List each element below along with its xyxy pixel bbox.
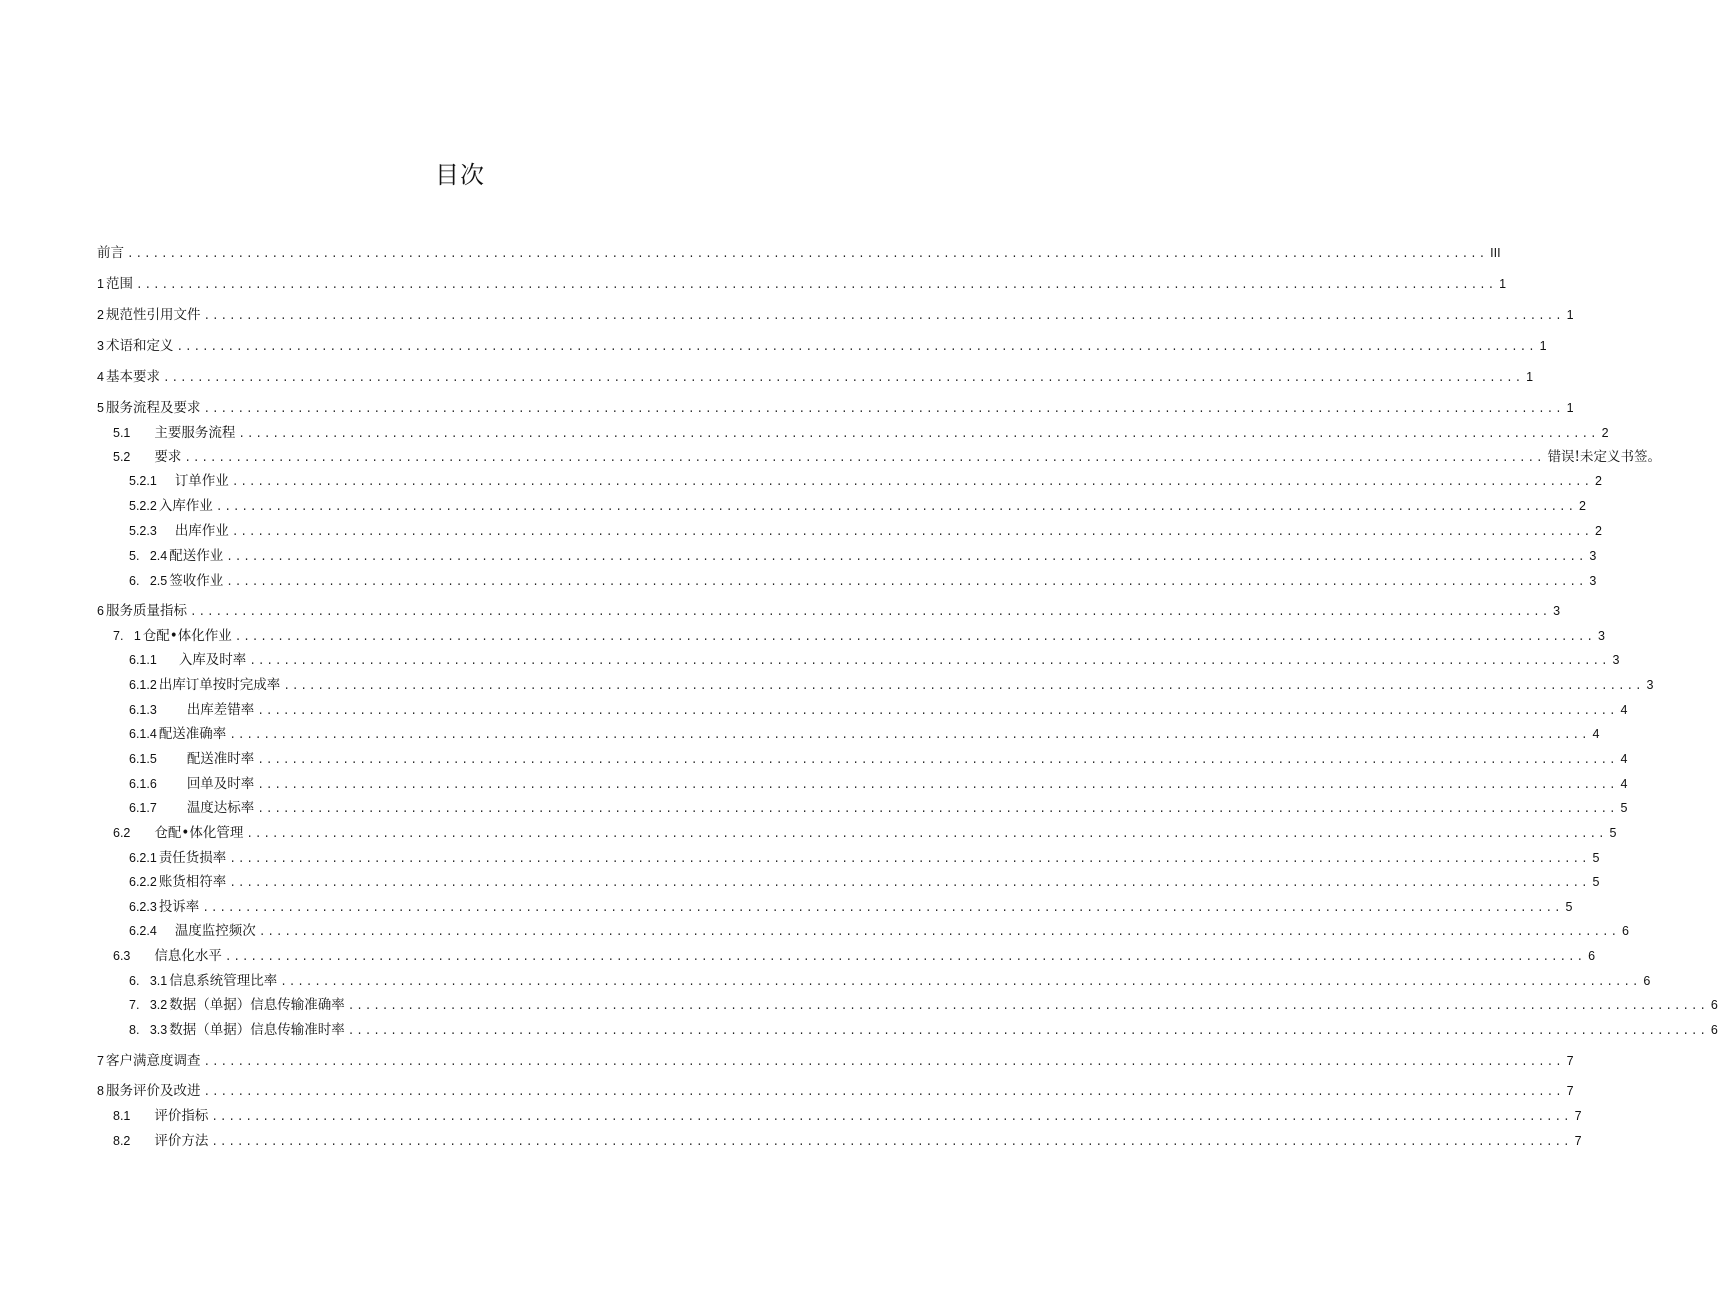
toc-page-number: 5 bbox=[1592, 851, 1600, 865]
toc-entry[interactable] bbox=[0, 471, 1602, 491]
toc-entry-number: 6. 2.5 bbox=[129, 574, 168, 588]
toc-entry[interactable] bbox=[0, 521, 1602, 541]
toc-entry-label: 入库及时率 bbox=[178, 652, 247, 668]
toc-entry[interactable] bbox=[0, 971, 1651, 991]
toc-entry[interactable] bbox=[0, 995, 1718, 1015]
toc-entry[interactable] bbox=[0, 336, 1547, 356]
toc-leader-dots: ................................................................................................................................................................ bbox=[231, 527, 1592, 539]
toc-page-number: 2 bbox=[1594, 524, 1602, 538]
toc-entry-label: 回单及时率 bbox=[186, 776, 255, 792]
toc-entry[interactable] bbox=[0, 872, 1600, 892]
toc-leader-dots: ................................................................................................................................................................ bbox=[229, 878, 1590, 890]
toc-leader-dots: ................................................................................................................................................................ bbox=[211, 1137, 1572, 1149]
toc-entry[interactable] bbox=[0, 447, 1661, 467]
toc-entry-number: 6.1.3 bbox=[129, 703, 157, 717]
toc-entry[interactable] bbox=[0, 921, 1629, 941]
toc-entry[interactable] bbox=[0, 243, 1501, 263]
toc-entry[interactable] bbox=[0, 398, 1574, 418]
toc-leader-dots: ................................................................................................................................................................ bbox=[189, 607, 1551, 619]
toc-entry-number: 5.2.3 bbox=[129, 524, 157, 538]
toc-page-number: 6 bbox=[1643, 974, 1651, 988]
toc-page-number: 1 bbox=[1539, 339, 1547, 353]
toc-entry[interactable] bbox=[0, 305, 1574, 325]
toc-entry-label: 配送作业 bbox=[169, 548, 224, 564]
toc-entry[interactable] bbox=[0, 848, 1600, 868]
toc-page-number: 4 bbox=[1620, 703, 1628, 717]
toc-entry-number: 5.2 bbox=[113, 450, 131, 464]
toc-leader-dots: ................................................................................................................................................................ bbox=[283, 681, 1644, 693]
toc-page-number: 4 bbox=[1592, 727, 1600, 741]
toc-entry-label: 责任货损率 bbox=[158, 850, 227, 866]
toc-page-number: 7 bbox=[1566, 1054, 1574, 1068]
toc-entry-number: 2 bbox=[97, 308, 104, 322]
toc-entry-label: 服务流程及要求 bbox=[105, 400, 201, 416]
toc-leader-dots: ................................................................................................................................................................ bbox=[203, 1087, 1564, 1099]
toc-entry-label: 前言 bbox=[97, 245, 124, 261]
toc-entry-number: 6.1.1 bbox=[129, 653, 157, 667]
toc-page-number: 6 bbox=[1710, 1023, 1718, 1037]
toc-page-number: 6 bbox=[1588, 949, 1596, 963]
toc-leader-dots: ................................................................................................................................................................ bbox=[202, 903, 1563, 915]
toc-page-number: 7 bbox=[1574, 1109, 1582, 1123]
toc-page-number: 1 bbox=[1566, 308, 1574, 322]
toc-page-number: 5 bbox=[1592, 875, 1600, 889]
toc-page-number: 1 bbox=[1499, 277, 1507, 291]
toc-entry-number: 8.2 bbox=[113, 1134, 131, 1148]
toc-entry-label: 仓配•体化作业 bbox=[142, 628, 232, 644]
toc-leader-dots: ................................................................................................................................................................ bbox=[258, 927, 1619, 939]
toc-page-number: 7 bbox=[1574, 1134, 1582, 1148]
toc-entry-number: 5. 2.4 bbox=[129, 549, 168, 563]
toc-entry-label: 订单作业 bbox=[174, 473, 229, 489]
toc-page-number: 1 bbox=[1526, 370, 1534, 384]
toc-entry-label: 信息化水平 bbox=[154, 948, 222, 964]
toc-entry-number: 6.2.4 bbox=[129, 924, 157, 938]
toc-entry-number: 6. 3.1 bbox=[129, 974, 168, 988]
toc-leader-dots: ................................................................................................................................................................ bbox=[229, 730, 1590, 742]
toc-page-number: 2 bbox=[1594, 474, 1602, 488]
toc-entry[interactable] bbox=[0, 675, 1654, 695]
toc-entry-number: 6.2.3 bbox=[129, 900, 157, 914]
toc-entry[interactable] bbox=[0, 423, 1609, 443]
toc-entry-number: 4 bbox=[97, 370, 104, 384]
toc-leader-dots: ................................................................................................................................................................ bbox=[246, 829, 1607, 841]
toc-entry[interactable] bbox=[0, 1106, 1582, 1126]
toc-entry-number: 5.2.1 bbox=[129, 474, 157, 488]
toc-entry[interactable] bbox=[0, 496, 1586, 516]
toc-entry-number: 6.2 bbox=[113, 826, 131, 840]
toc-page-number: 6 bbox=[1621, 924, 1629, 938]
toc-entry-label: 信息系统管理比率 bbox=[169, 973, 278, 989]
toc-leader-dots: ................................................................................................................................................................ bbox=[226, 577, 1587, 589]
toc-entry-label: 服务质量指标 bbox=[105, 603, 187, 619]
toc-entry-number: 6.3 bbox=[113, 949, 131, 963]
toc-entry[interactable] bbox=[0, 897, 1573, 917]
toc-entry[interactable] bbox=[0, 571, 1597, 591]
toc-entry-number: 6.2.2 bbox=[129, 875, 157, 889]
toc-page-number: 7 bbox=[1566, 1084, 1574, 1098]
toc-entry-number: 8.1 bbox=[113, 1109, 131, 1123]
toc-leader-dots: ................................................................................................................................................................ bbox=[203, 404, 1564, 416]
toc-leader-dots: ................................................................................................................................................................ bbox=[224, 952, 1586, 964]
toc-leader-dots: ................................................................................................................................................................ bbox=[135, 280, 1497, 292]
toc-entry-number: 8. 3.3 bbox=[129, 1023, 168, 1037]
toc-entry-number: 5.1 bbox=[113, 426, 131, 440]
toc-entry-label: 出库差错率 bbox=[186, 702, 255, 718]
toc-page-number: 5 bbox=[1620, 801, 1628, 815]
toc-entry-number: 6.1.7 bbox=[129, 801, 157, 815]
toc-entry-label: 主要服务流程 bbox=[154, 425, 236, 441]
toc-entry[interactable] bbox=[0, 1020, 1718, 1040]
toc-entry-label: 数据（单据）信息传输准时率 bbox=[169, 1022, 345, 1038]
toc-entry-label: 评价指标 bbox=[154, 1108, 209, 1124]
toc-entry[interactable] bbox=[0, 650, 1620, 670]
toc-entry-number: 8 bbox=[97, 1084, 104, 1098]
toc-entry[interactable] bbox=[0, 274, 1507, 294]
toc-leader-dots: ................................................................................................................................................................ bbox=[280, 977, 1641, 989]
toc-entry-number: 6.1.2 bbox=[129, 678, 157, 692]
toc-entry-number: 7. 3.2 bbox=[129, 998, 168, 1012]
toc-page-number: 2 bbox=[1601, 426, 1609, 440]
toc-entry[interactable] bbox=[0, 700, 1628, 720]
toc-leader-dots: ................................................................................................................................................................ bbox=[226, 552, 1587, 564]
toc-page-number: 3 bbox=[1597, 629, 1605, 643]
toc-page-number: 6 bbox=[1710, 998, 1718, 1012]
toc-page-number: 5 bbox=[1565, 900, 1573, 914]
toc-page-number: 4 bbox=[1620, 752, 1628, 766]
toc-leader-dots: ................................................................................................................................................................ bbox=[176, 342, 1537, 354]
toc-entry-label: 投诉率 bbox=[158, 899, 200, 915]
toc-leader-dots: ................................................................................................................................................................ bbox=[162, 373, 1524, 385]
toc-entry[interactable] bbox=[0, 626, 1605, 646]
toc-page-number: 错误!未定义书签。 bbox=[1547, 449, 1661, 465]
toc-page-number: 2 bbox=[1578, 499, 1586, 513]
toc-entry-number: 5.2.2 bbox=[129, 499, 157, 513]
toc-entry-number: 5 bbox=[97, 401, 104, 415]
toc-page-number: 3 bbox=[1589, 574, 1597, 588]
toc-leader-dots: ................................................................................................................................................................ bbox=[203, 1057, 1564, 1069]
toc-entry-label: 客户满意度调查 bbox=[105, 1053, 201, 1069]
toc-leader-dots: ................................................................................................................................................................ bbox=[347, 1001, 1708, 1013]
toc-entry-label: 要求 bbox=[154, 449, 182, 465]
toc-entry-number: 7. 1 bbox=[113, 629, 141, 643]
toc-entry-label: 评价方法 bbox=[154, 1133, 209, 1149]
toc-leader-dots: ................................................................................................................................................................ bbox=[231, 477, 1592, 489]
toc-leader-dots: ................................................................................................................................................................ bbox=[229, 854, 1590, 866]
toc-leader-dots: ................................................................................................................................................................ bbox=[234, 632, 1595, 644]
toc-entry[interactable] bbox=[0, 798, 1628, 818]
toc-entry[interactable] bbox=[0, 774, 1628, 794]
toc-entry[interactable] bbox=[0, 601, 1561, 621]
toc-entry-number: 6 bbox=[97, 604, 104, 618]
toc-page-number: 1 bbox=[1566, 401, 1574, 415]
toc-leader-dots: ................................................................................................................................................................ bbox=[238, 429, 1599, 441]
toc-entry-label: 术语和定义 bbox=[105, 338, 174, 354]
toc-entry-label: 签收作业 bbox=[169, 573, 224, 589]
toc-entry-label: 配送准确率 bbox=[158, 726, 227, 742]
toc-entry[interactable] bbox=[0, 1081, 1574, 1101]
toc-page-number: 5 bbox=[1609, 826, 1617, 840]
toc-leader-dots: ................................................................................................................................................................ bbox=[257, 706, 1618, 718]
toc-leader-dots: ................................................................................................................................................................ bbox=[211, 1112, 1572, 1124]
toc-entry[interactable] bbox=[0, 946, 1596, 966]
toc-entry-label: 温度达标率 bbox=[186, 800, 255, 816]
toc-entry[interactable] bbox=[0, 1051, 1574, 1071]
toc-page-number: III bbox=[1490, 246, 1501, 260]
toc-entry-label: 账货相符率 bbox=[158, 874, 227, 890]
toc-entry[interactable] bbox=[0, 546, 1597, 566]
toc-entry-number: 3 bbox=[97, 339, 104, 353]
toc-entry-label: 温度监控频次 bbox=[174, 923, 256, 939]
toc-leader-dots: ................................................................................................................................................................ bbox=[257, 755, 1618, 767]
toc-entry[interactable] bbox=[0, 749, 1628, 769]
toc-entry-number: 6.1.4 bbox=[129, 727, 157, 741]
toc-entry-label: 范围 bbox=[105, 276, 133, 292]
toc-entry-label: 出库作业 bbox=[174, 523, 229, 539]
toc-entry-number: 6.1.6 bbox=[129, 777, 157, 791]
toc-entry[interactable] bbox=[0, 823, 1617, 843]
toc-entry-label: 基本要求 bbox=[105, 369, 160, 385]
toc-entry[interactable] bbox=[0, 367, 1534, 387]
toc-leader-dots: ................................................................................................................................................................ bbox=[257, 780, 1618, 792]
toc-leader-dots: ................................................................................................................................................................ bbox=[203, 311, 1564, 323]
toc-page-number: 3 bbox=[1553, 604, 1561, 618]
toc-page-number: 4 bbox=[1620, 777, 1628, 791]
toc-leader-dots: ................................................................................................................................................................ bbox=[257, 804, 1618, 816]
toc-leader-dots: ................................................................................................................................................................ bbox=[215, 502, 1576, 514]
toc-entry-label: 配送准时率 bbox=[186, 751, 255, 767]
toc-entry-label: 仓配•体化管理 bbox=[154, 825, 244, 841]
toc-entry-label: 数据（单据）信息传输准确率 bbox=[169, 997, 345, 1013]
toc-entry-label: 入库作业 bbox=[158, 498, 213, 514]
toc-leader-dots: ................................................................................................................................................................ bbox=[249, 656, 1610, 668]
toc-entry[interactable] bbox=[0, 1131, 1582, 1151]
toc-leader-dots: ................................................................................................................................................................ bbox=[184, 453, 1545, 465]
toc-entry-label: 出库订单按时完成率 bbox=[158, 677, 281, 693]
toc-entry-number: 7 bbox=[97, 1054, 104, 1068]
toc-page-number: 3 bbox=[1612, 653, 1620, 667]
toc-entry[interactable] bbox=[0, 724, 1600, 744]
toc-leader-dots: ................................................................................................................................................................ bbox=[127, 249, 1488, 261]
toc-entry-number: 1 bbox=[97, 277, 104, 291]
toc-page-number: 3 bbox=[1589, 549, 1597, 563]
toc-leader-dots: ................................................................................................................................................................ bbox=[347, 1026, 1708, 1038]
page-title: 目次 bbox=[435, 161, 485, 189]
toc-page-number: 3 bbox=[1646, 678, 1654, 692]
toc-entry-number: 6.2.1 bbox=[129, 851, 157, 865]
toc-entry-number: 6.1.5 bbox=[129, 752, 157, 766]
toc-entry-label: 服务评价及改进 bbox=[105, 1083, 201, 1099]
toc-entry-label: 规范性引用文件 bbox=[105, 307, 201, 323]
